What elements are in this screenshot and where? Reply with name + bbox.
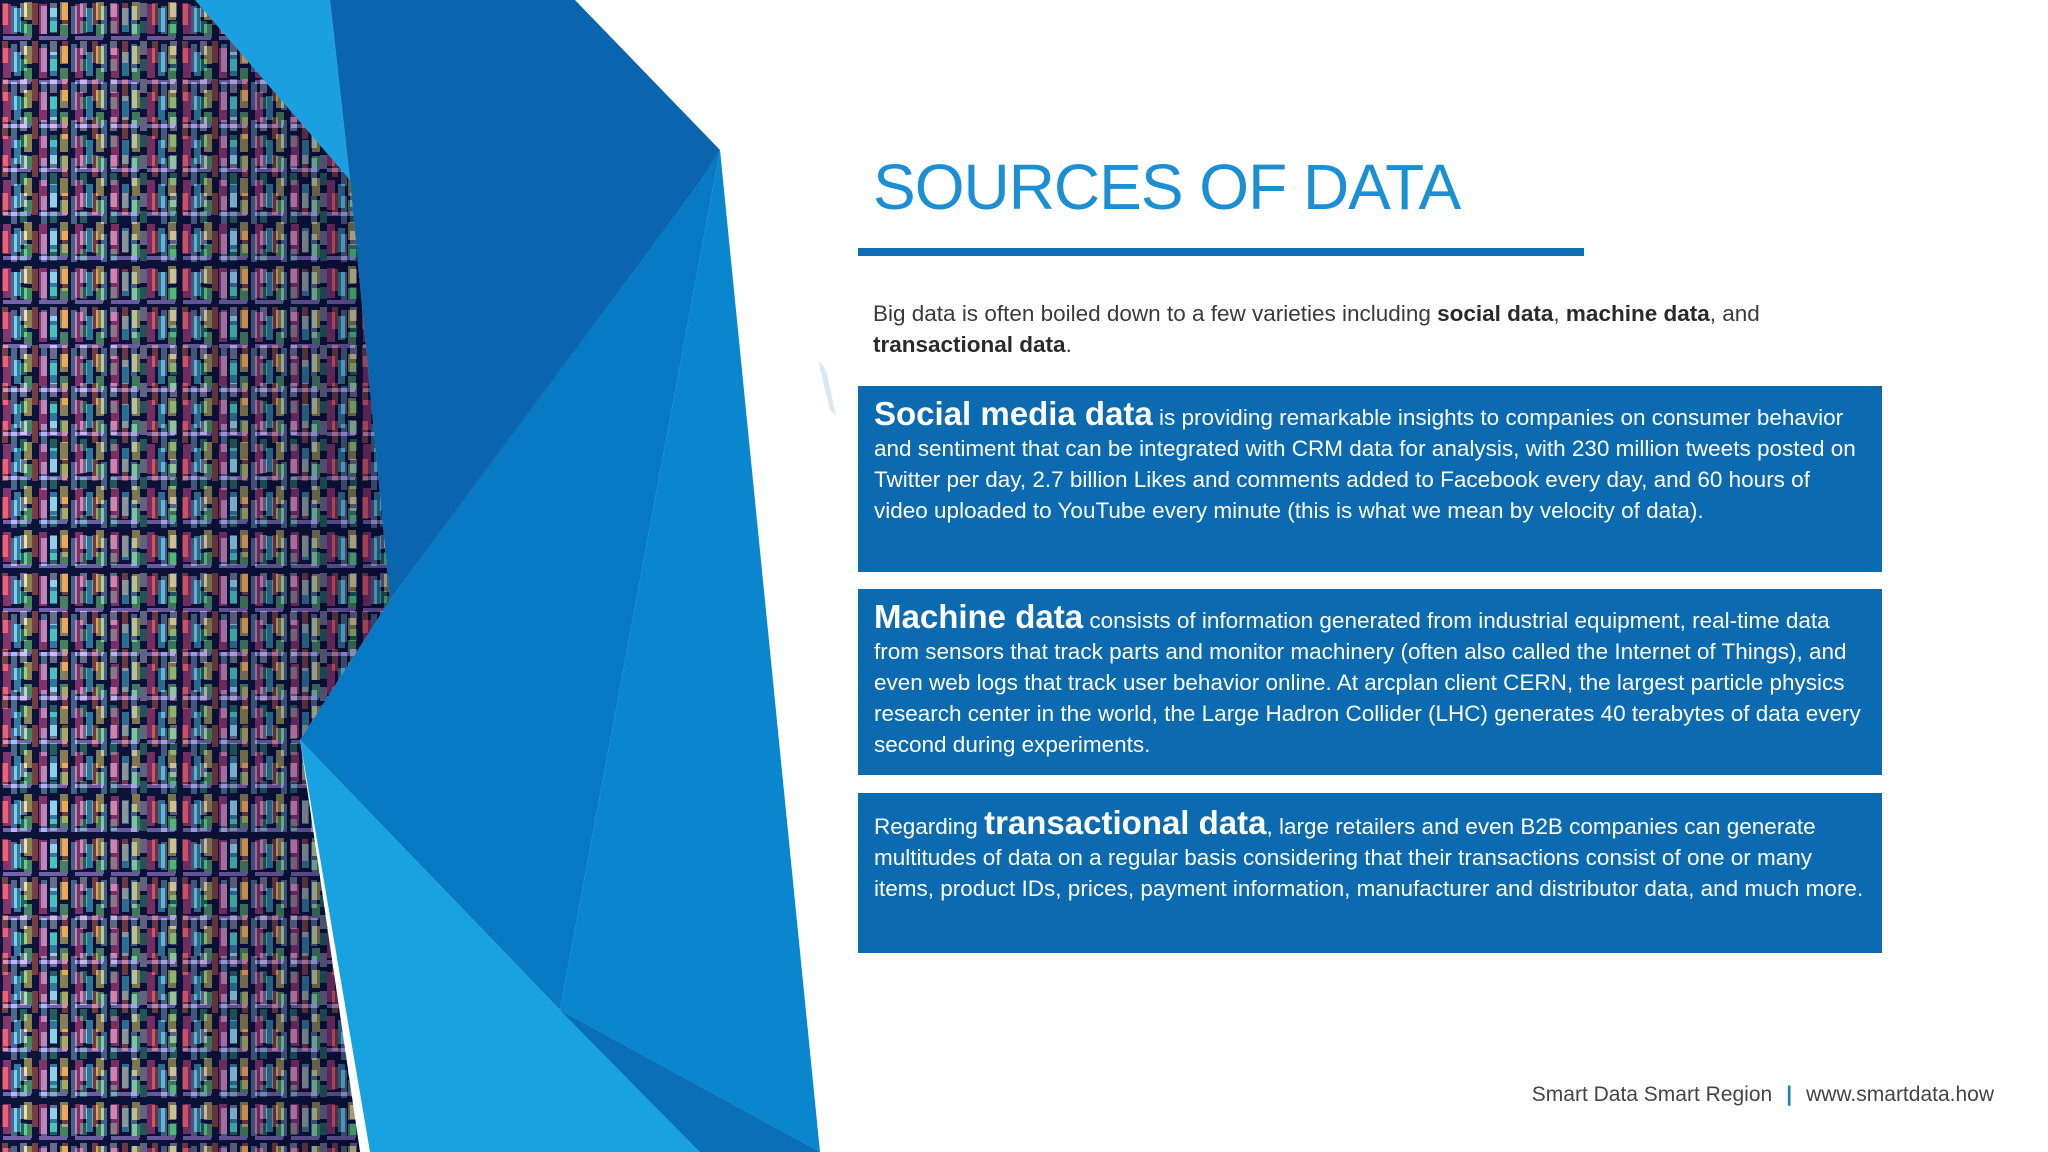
social-media-data-text bbox=[874, 395, 1866, 526]
transactional-data-text bbox=[874, 804, 1866, 904]
machine-data-text bbox=[874, 598, 1866, 760]
title-underline bbox=[858, 248, 1584, 256]
intro-paragraph bbox=[873, 298, 1873, 360]
footer-brand: Smart Data Smart Region bbox=[1531, 1083, 1773, 1106]
intro-text-2: , bbox=[1553, 301, 1566, 326]
social-media-data-body: is providing remarkable insights to companies on consumer behavior and sentiment that can be integrated with CRM data for analysis, with 230 million tweets posted on Twitter per day, 2.7 billion Likes and comments added to Facebook every day, and 60 hours of video uploaded to YouTube every minute (this is what we mean by velocity of data). bbox=[874, 405, 1856, 523]
social-media-data-heading: Social media data bbox=[874, 395, 1153, 432]
machine-data-box bbox=[858, 589, 1882, 775]
machine-data-heading: Machine data bbox=[874, 598, 1084, 635]
machine-data-body: consists of information generated from industrial equipment, real-time data from sensors that track parts and monitor machinery (often also called the Internet of Things), and even web logs that track user behavior online. At arcplan client CERN, the largest particle physics research center in the world, the Large Hadron Collider (LHC) generates 40 terabytes of data every second during experiments. bbox=[874, 608, 1861, 757]
transactional-data-heading: transactional data bbox=[984, 804, 1267, 841]
intro-text-4: . bbox=[1065, 332, 1072, 357]
social-media-data-box bbox=[858, 386, 1882, 572]
transactional-data-prefix: Regarding bbox=[874, 814, 985, 839]
transactional-data-box bbox=[858, 793, 1882, 953]
intro-text-1: Big data is often boiled down to a few varieties including bbox=[873, 301, 1438, 326]
footer-url: www.smartdata.how bbox=[1806, 1083, 1994, 1106]
slide-title: SOURCES OF DATA bbox=[873, 151, 1461, 223]
intro-text-3: , and bbox=[1709, 301, 1760, 326]
code-matrix-image bbox=[0, 0, 860, 1152]
intro-bold-machine-data: machine data bbox=[1565, 301, 1710, 326]
footer-separator: | bbox=[1786, 1083, 1793, 1106]
intro-bold-social-data: social data bbox=[1437, 301, 1554, 326]
intro-bold-transactional-data: transactional data bbox=[873, 332, 1066, 357]
footer bbox=[1532, 1083, 1994, 1107]
transactional-data-body: , large retailers and even B2B companies can generate multitudes of data on a regular basis considering that their transactions consist of one or many items, product IDs, prices, payment information, manufacturer and distributor data, and much more. bbox=[874, 814, 1864, 901]
decorative-artwork bbox=[0, 0, 860, 1152]
